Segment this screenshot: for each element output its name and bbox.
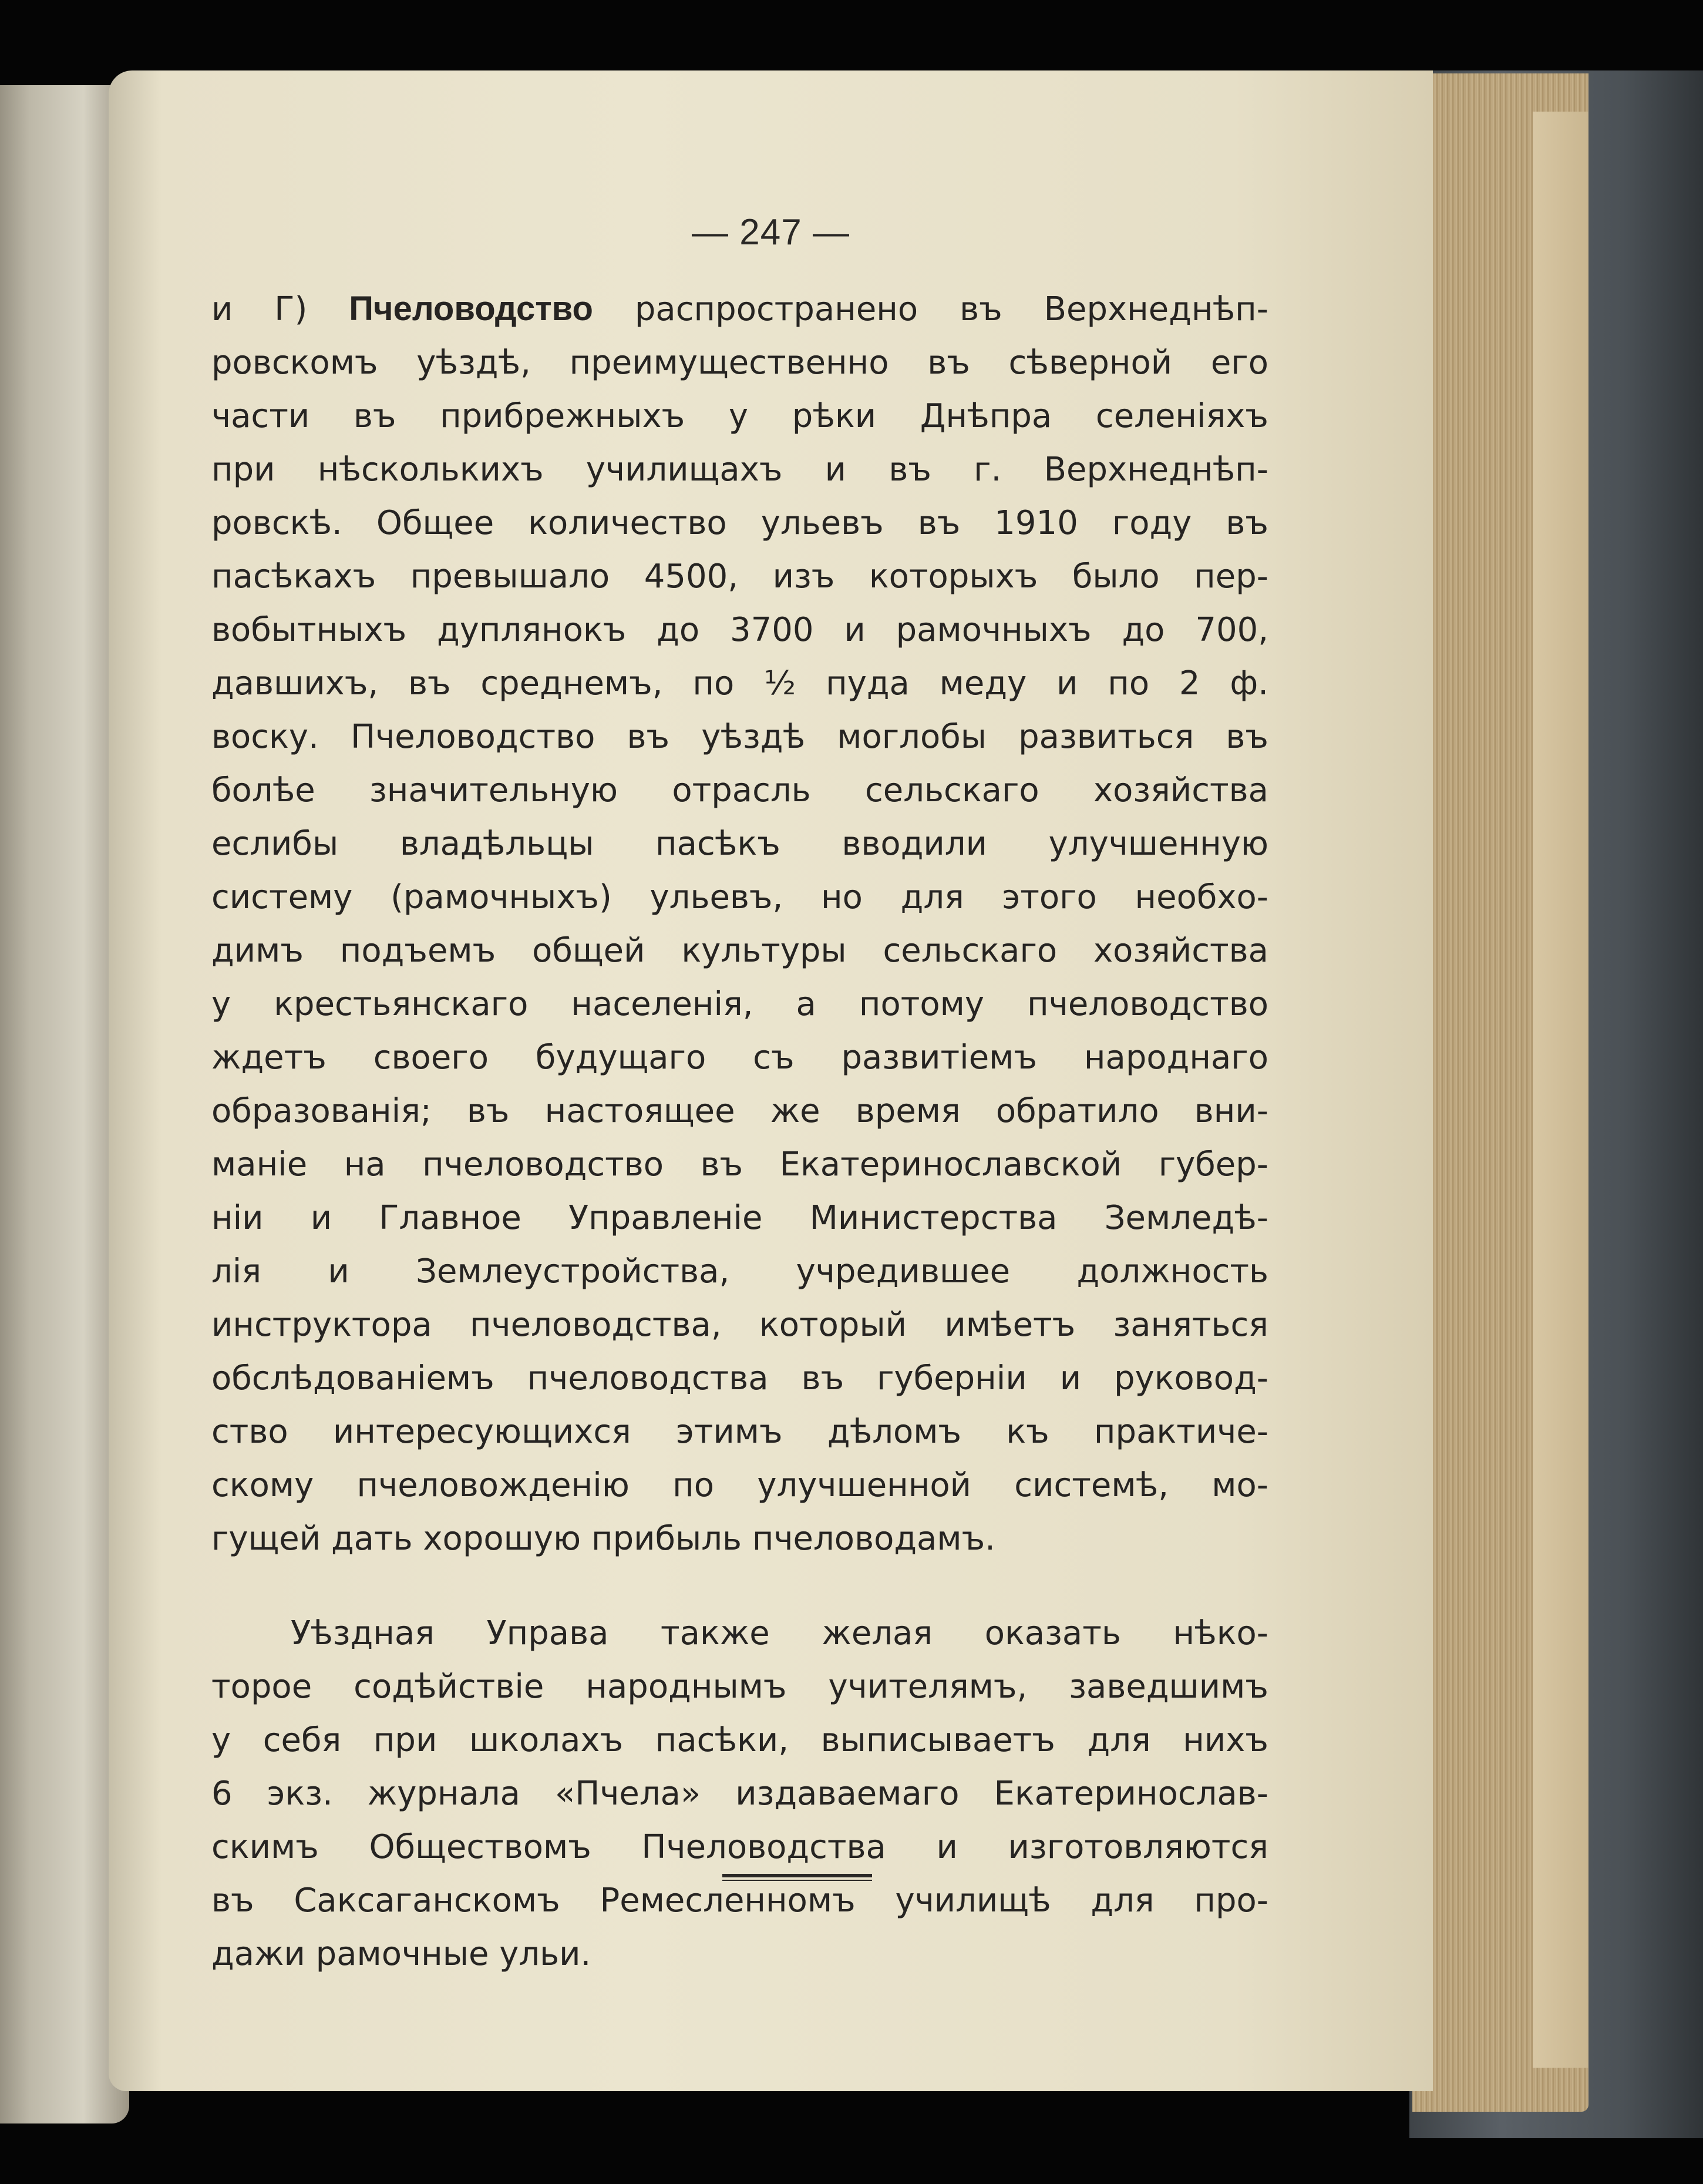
- text-line: скому пчеловожденію по улучшенной системѣ, мо-: [211, 1466, 1268, 1504]
- text-line: образованія; въ настоящее же время обратило вни-: [211, 1092, 1268, 1130]
- text-line: ждетъ своего будущаго съ развитіемъ народнаго: [211, 1039, 1268, 1077]
- text-line: вобытныхъ дуплянокъ до 3700 и рамочныхъ до 700,: [211, 611, 1268, 649]
- text-line: при нѣсколькихъ училищахъ и въ г. Верхнеднѣп-: [211, 451, 1268, 489]
- paragraph-gap: [211, 1565, 1268, 1607]
- text-line: обслѣдованіемъ пчеловодства въ губерніи и руковод-: [211, 1359, 1268, 1397]
- section-divider: [722, 1874, 872, 1877]
- text-line: ровскѣ. Общее количество ульевъ въ 1910 году въ: [211, 504, 1268, 542]
- page-number: — 247 —: [692, 212, 850, 253]
- text-line: 6 экз. журнала «Пчела» издаваемаго Екатеринослав-: [211, 1775, 1268, 1813]
- text-line: давшихъ, въ среднемъ, по ½ пуда меду и по 2 ф.: [211, 664, 1268, 703]
- text-line: въ Саксаганскомъ Ремесленномъ училищѣ для про-: [211, 1881, 1268, 1920]
- text-line: [211, 282, 1268, 336]
- book-page: [109, 70, 1433, 2091]
- text-line: болѣе значительную отрасль сельскаго хозяйства: [211, 771, 1268, 809]
- text-line: ровскомъ уѣздѣ, преимущественно въ сѣверной его: [211, 344, 1268, 382]
- text-line: димъ подъемъ общей культуры сельскаго хозяйства: [211, 932, 1268, 970]
- text-line: еслибы владѣльцы пасѣкъ вводили улучшенную: [211, 825, 1268, 863]
- bold-term: Пчеловодство: [349, 290, 593, 328]
- text-line: гущей дать хорошую прибыль пчеловодамъ.: [211, 1520, 995, 1558]
- paragraph-lead: и Г): [211, 290, 308, 328]
- text-line: систему (рамочныхъ) ульевъ, но для этого необхо-: [211, 878, 1268, 916]
- text-line: Уѣздная Управа также желая оказать нѣко-: [291, 1614, 1268, 1652]
- text-line: части въ прибрежныхъ у рѣки Днѣпра селеніяхъ: [211, 397, 1268, 435]
- text-line: инструктора пчеловодства, который имѣетъ заняться: [211, 1306, 1268, 1344]
- first-line-rest: распространено въ Верхнеднѣп-: [634, 290, 1268, 328]
- page-body: [211, 282, 1268, 1981]
- text-line: пасѣкахъ превышало 4500, изъ которыхъ было пер-: [211, 557, 1268, 596]
- text-line: маніе на пчеловодство въ Екатеринославской губер-: [211, 1145, 1268, 1184]
- text-line: у крестьянскаго населенія, а потому пчеловодство: [211, 985, 1268, 1023]
- text-line: ніи и Главное Управленіе Министерства Земледѣ-: [211, 1199, 1268, 1237]
- text-line: лія и Землеустройства, учредившее должность: [211, 1252, 1268, 1291]
- text-line: дажи рамочные ульи.: [211, 1935, 591, 1973]
- text-line: скимъ Обществомъ Пчеловодства и изготовляются: [211, 1828, 1268, 1866]
- section-divider-thin: [722, 1880, 872, 1881]
- text-line: ство интересующихся этимъ дѣломъ къ практиче-: [211, 1413, 1268, 1451]
- text-line: воску. Пчеловодство въ уѣздѣ моглобы развиться въ: [211, 718, 1268, 756]
- text-line: у себя при школахъ пасѣки, выписываетъ для нихъ: [211, 1721, 1268, 1759]
- next-page-edge: [1533, 112, 1588, 2068]
- text-line: торое содѣйствіе народнымъ учителямъ, заведшимъ: [211, 1668, 1268, 1706]
